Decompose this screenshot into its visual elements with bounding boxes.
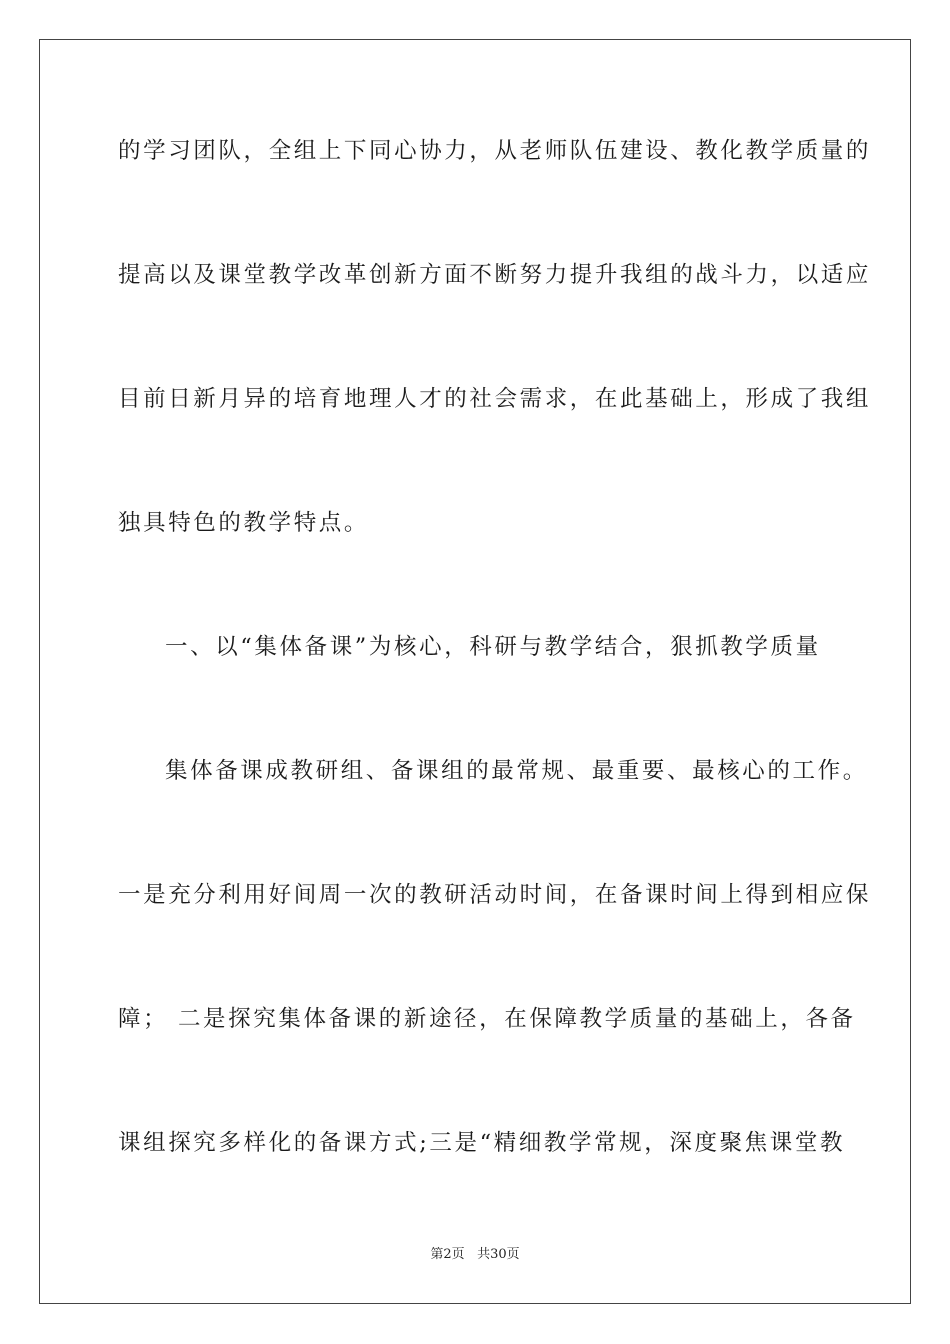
body-text-line: 目前日新月异的培育地理人才的社会需求，在此基础上，形成了我组: [118, 386, 872, 412]
paragraph-first-line: 集体备课成教研组、备课组的最常规、最重要、最核心的工作。: [165, 758, 868, 784]
body-text-line: 障； 二是探究集体备课的新途径，在保障教学质量的基础上，各备: [118, 1006, 856, 1032]
body-text-line: 的学习团队，全组上下同心协力，从老师队伍建设、教化教学质量的: [118, 138, 872, 164]
body-text-line: 课组探究多样化的备课方式;三是“精细教学常规，深度聚焦课堂教: [118, 1130, 846, 1156]
page-total: 共30页: [477, 1247, 520, 1262]
page-number: 第2页: [430, 1247, 465, 1262]
page-footer: [0, 1246, 950, 1264]
page-border: [39, 39, 911, 1304]
section-heading: 一、以“集体备课”为核心，科研与教学结合，狠抓教学质量: [165, 634, 821, 660]
body-text-line: 提高以及课堂教学改革创新方面不断努力提升我组的战斗力，以适应: [118, 262, 872, 288]
body-text-line: 一是充分利用好间周一次的教研活动时间，在备课时间上得到相应保: [118, 882, 872, 908]
body-text-line: 独具特色的教学特点。: [118, 510, 370, 536]
